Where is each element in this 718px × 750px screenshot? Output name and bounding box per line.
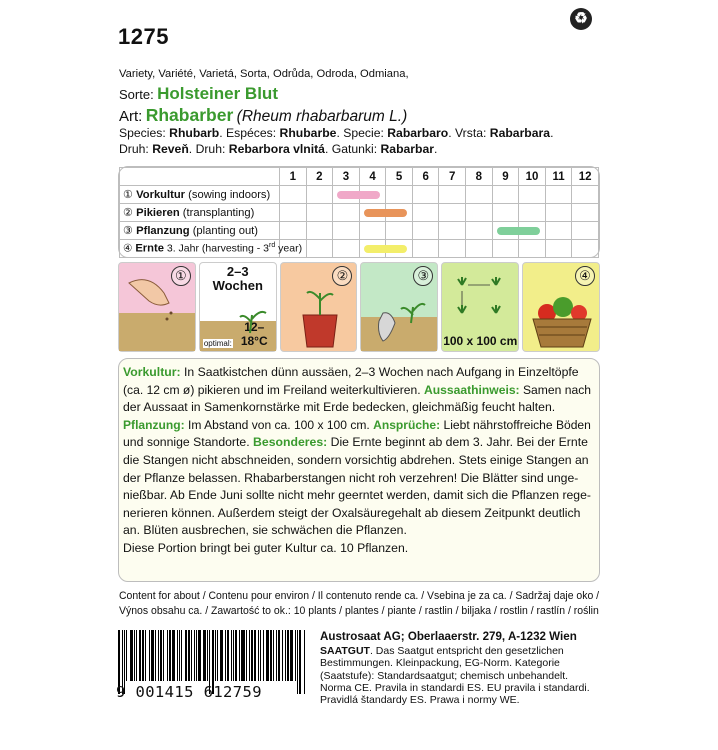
barcode-bar — [167, 630, 168, 681]
barcode-bar — [198, 630, 201, 681]
druh-segment: . Druh: — [188, 142, 229, 156]
schedule-row-label — [120, 186, 280, 204]
instruction-text: Diese Portion bringt bei guter Kultur ca. 10 Pflanzen. — [123, 540, 409, 555]
month-header: 9 — [492, 168, 519, 186]
art-line — [119, 105, 407, 126]
spacing-label: 100 x 100 cm — [443, 334, 518, 348]
step-note: (sowing indoors) — [188, 189, 271, 201]
barcode-bar — [225, 630, 226, 681]
barcode-bar — [181, 630, 182, 681]
barcode-bar — [203, 630, 205, 681]
barcode-bar — [160, 630, 162, 681]
instruction-text: Samen nach — [519, 382, 591, 397]
instruction-line — [123, 364, 591, 382]
barcode-bar — [163, 630, 164, 681]
barcode-bar — [194, 630, 195, 681]
instruction-text: der Pflanze belassen. Rhabarberstangen nicht roh verzehren! Die Blätter sind unge- — [123, 470, 579, 485]
instruction-heading: Vorkultur: — [123, 365, 181, 379]
barcode-bar — [266, 630, 269, 681]
month-cell — [545, 222, 572, 240]
month-cell — [519, 204, 546, 222]
barcode-bar — [263, 630, 264, 681]
germination-illustration — [199, 262, 277, 352]
month-cell — [572, 222, 599, 240]
month-header: 12 — [572, 168, 599, 186]
step-name: Vorkultur — [136, 189, 186, 201]
instruction-heading: Pflanzung: — [123, 417, 185, 432]
instruction-line — [123, 399, 591, 417]
instruction-text: In Saatkistchen dünn aussäen, 2–3 Wochen nach Aufgang in Einzeltöpfe — [180, 365, 579, 379]
barcode-bar — [278, 630, 280, 681]
content-line: Content for about / Contenu pour environ / Il contenuto rende ca. / Vsebina je za ca. / Sadržaj daje oko / — [119, 590, 600, 602]
step-number: ④ — [123, 242, 133, 255]
barcode-number: 9 001415 612759 — [116, 683, 262, 701]
legal-segment: (Saatstufe): Standardsaatgut; chemisch unbehandelt. — [320, 669, 569, 682]
month-header: 6 — [412, 168, 439, 186]
month-cell — [572, 186, 599, 204]
month-cell — [333, 240, 360, 258]
calendar-corner — [120, 168, 280, 186]
instruction-line — [123, 540, 591, 558]
schedule-bar — [364, 245, 407, 253]
barcode-bar — [227, 630, 229, 681]
instruction-text: und sonnige Standorte. — [123, 435, 254, 450]
month-header: 2 — [306, 168, 333, 186]
month-cell — [519, 240, 546, 258]
month-cell — [439, 204, 466, 222]
month-header-row — [120, 168, 599, 186]
species-segment: . Espéces: — [219, 126, 280, 140]
spacing-illustration — [441, 262, 519, 352]
month-cell — [412, 186, 439, 204]
month-cell — [439, 186, 466, 204]
barcode-bar — [172, 630, 175, 681]
schedule-row-label — [120, 204, 280, 222]
month-cell — [359, 240, 386, 258]
step-note: (planting out) — [192, 225, 259, 237]
instruction-line — [123, 434, 591, 452]
step-number: ② — [123, 207, 134, 219]
instruction-text: Im Abstand von ca. 100 x 100 cm. — [184, 417, 374, 432]
schedule-bar — [337, 191, 380, 199]
latin-name: (Rheum rhabarbarum L.) — [236, 108, 408, 125]
barcode-bar — [139, 630, 141, 681]
month-cell — [412, 222, 439, 240]
month-header: 3 — [333, 168, 360, 186]
barcode-bar — [142, 630, 144, 681]
month-cell — [572, 204, 599, 222]
druh-segment: Druh: — [119, 142, 153, 156]
barcode-bar — [282, 630, 283, 681]
month-header: 1 — [280, 168, 307, 186]
instruction-text: (ca. 12 cm ø) pikieren und im Freiland weiterkultivieren. — [123, 382, 424, 397]
month-header: 5 — [386, 168, 413, 186]
month-cell — [359, 204, 386, 222]
barcode-bar — [177, 630, 178, 681]
step-4-badge: ④ — [575, 266, 595, 286]
month-cell — [545, 240, 572, 258]
schedule-bar — [497, 227, 540, 235]
month-cell — [492, 222, 519, 240]
step-name: Pflanzung — [136, 225, 190, 237]
variety-name: Holsteiner Blut — [157, 84, 278, 103]
barcode-bar — [145, 630, 146, 681]
instruction-text: Die Ernte beginnt ab dem 3. Jahr. Bei der Ernte — [327, 435, 588, 450]
month-cell — [306, 204, 333, 222]
instruction-line — [123, 452, 591, 470]
sorte-label: Sorte: — [119, 87, 154, 102]
step-note: (transplanting) — [182, 207, 255, 219]
instruction-line — [123, 417, 591, 435]
planting-out-illustration — [360, 262, 438, 352]
species-segment: Species: — [119, 126, 170, 140]
barcode-bar — [215, 630, 216, 681]
species-segment: Rabarbaro — [387, 126, 449, 140]
cultivation-instructions — [118, 358, 600, 582]
barcode-bar — [270, 630, 272, 681]
temperature-label: 12–18°C — [240, 320, 268, 348]
month-cell — [492, 186, 519, 204]
instruction-line — [123, 470, 591, 488]
schedule-row-ernte — [120, 240, 599, 258]
barcode-bar — [169, 630, 171, 681]
month-header: 7 — [439, 168, 466, 186]
instruction-heading: Besonderes: — [253, 435, 328, 450]
month-cell — [519, 186, 546, 204]
barcode-bar — [285, 630, 286, 681]
schedule-row-label — [120, 222, 280, 240]
harvest-illustration — [522, 262, 600, 352]
month-cell — [386, 222, 413, 240]
barcode-bar — [188, 630, 190, 681]
druh-segment: . — [434, 142, 438, 156]
barcode-bar — [273, 630, 274, 681]
month-cell — [306, 222, 333, 240]
legal-line — [320, 657, 590, 669]
month-cell — [466, 204, 493, 222]
step-note-sup: rd — [269, 242, 276, 250]
barcode-bar — [258, 630, 259, 681]
barcode-bar — [207, 630, 208, 681]
month-cell — [386, 186, 413, 204]
step-1-badge: ① — [171, 266, 191, 286]
month-cell — [412, 204, 439, 222]
instruction-text: der Aussaat in Samenkornstärke mit Erde bedecken, gleichmäßig feucht halten. — [123, 400, 556, 415]
content-line: Výnos obsahu ca. / Zawartość to ok.: 10 plants / plantes / piante / rastlin / biljaka / rostlin / rastlín / roślin — [119, 605, 599, 617]
instruction-text: an. Blüten ausbrechen, sie schwächen die Pflanzen. — [123, 523, 407, 538]
month-cell — [412, 240, 439, 258]
legal-segment: Norma CE. Pravila in standardi ES. EU pravila i standardi. — [320, 681, 590, 694]
month-cell — [306, 186, 333, 204]
barcode-bar — [241, 630, 244, 681]
transplanting-illustration — [280, 262, 358, 352]
barcode-bar — [254, 630, 256, 681]
month-cell — [280, 204, 307, 222]
month-header: 8 — [466, 168, 493, 186]
month-cell — [280, 222, 307, 240]
legal-text — [320, 645, 590, 706]
instruction-line — [123, 505, 591, 523]
legal-line — [320, 645, 590, 657]
barcode-bar — [287, 630, 289, 681]
month-cell — [545, 186, 572, 204]
barcode-bar — [220, 630, 223, 681]
druh-segment: Reveň — [152, 142, 189, 156]
barcode-bar — [126, 630, 127, 681]
legal-segment: SAATGUT — [320, 645, 370, 657]
barcode-bar — [136, 630, 137, 681]
sowing-calendar — [118, 166, 600, 258]
step-number: ① — [123, 189, 134, 201]
month-cell — [359, 222, 386, 240]
barcode-bar — [233, 630, 234, 681]
instruction-line — [123, 487, 590, 505]
month-header: 11 — [545, 168, 572, 186]
company-address: Austrosaat AG; Oberlaaerstr. 279, A-1232 Wien — [320, 630, 577, 643]
step-3-badge: ③ — [413, 266, 433, 286]
step-number: ③ — [123, 225, 134, 237]
species-name: Rhabarber — [145, 105, 234, 125]
barcode-bar — [260, 630, 261, 681]
species-segment: . — [550, 126, 554, 140]
step-note: 3. Jahr (harvesting - 3 — [166, 242, 270, 255]
barcode-bar — [130, 630, 133, 681]
species-segment: . Specie: — [336, 126, 388, 140]
barcode-bar — [290, 630, 293, 681]
barcode-bar — [239, 630, 240, 681]
barcode-bar — [155, 630, 156, 681]
schedule-bar — [364, 209, 407, 217]
legal-line — [320, 682, 590, 694]
art-label: Art: — [119, 108, 143, 125]
month-cell — [439, 222, 466, 240]
month-cell — [466, 222, 493, 240]
product-number: 1275 — [118, 24, 169, 49]
legal-line — [320, 694, 590, 706]
instruction-line — [123, 382, 591, 400]
sorte-line — [119, 84, 278, 104]
druh-segment: Rabarbar — [380, 142, 435, 156]
seedling-icon — [200, 295, 278, 335]
barcode-bar — [158, 630, 159, 681]
germination-time: 2–3 Wochen — [212, 264, 263, 293]
barcode-bar — [196, 630, 197, 681]
barcode-bar — [295, 630, 296, 681]
month-cell — [492, 204, 519, 222]
schedule-row-pikieren — [120, 204, 599, 222]
instruction-text: nerieren können. Außerdem steigt der Oxalsäuregehalt ab diesem Zeitpunkt deutlich — [123, 505, 581, 520]
schedule-row-pflanzung — [120, 222, 599, 240]
barcode-bar — [151, 630, 154, 681]
month-cell — [492, 240, 519, 258]
barcode-bar — [185, 630, 187, 681]
legal-segment: . Das Saatgut entspricht den gesetzlichen — [369, 645, 564, 657]
step-note-end: year) — [275, 242, 303, 255]
barcode-bar — [191, 630, 192, 681]
species-segment: . Vrsta: — [448, 126, 490, 140]
month-cell — [333, 204, 360, 222]
species-segment: Rhubarb — [169, 126, 220, 140]
barcode-bar — [251, 630, 253, 681]
legal-segment: Bestimmungen. Kleinpackung, EG-Norm. Kategorie — [320, 657, 560, 670]
step-name: Ernte — [135, 242, 164, 255]
month-cell — [439, 240, 466, 258]
barcode-bar — [246, 630, 247, 681]
barcode-bar — [276, 630, 277, 681]
barcode-bar — [249, 630, 250, 681]
month-cell — [280, 240, 307, 258]
month-header: 10 — [519, 168, 546, 186]
recycle-icon: ♻ — [570, 8, 592, 30]
barcode-bar — [235, 630, 237, 681]
month-cell — [333, 186, 360, 204]
instruction-text: Liebt nährstoffreiche Böden — [440, 417, 591, 432]
species-translations-2 — [119, 142, 437, 156]
species-translations — [119, 126, 553, 140]
month-cell — [280, 186, 307, 204]
month-cell — [572, 240, 599, 258]
month-header: 4 — [359, 168, 386, 186]
month-cell — [333, 222, 360, 240]
month-cell — [306, 240, 333, 258]
druh-segment: Rebarbora vlnitá — [228, 142, 325, 156]
legal-line — [320, 670, 590, 682]
month-cell — [466, 186, 493, 204]
instruction-text: die Stangen nicht abschneiden, sondern vorsichtig abdrehen. Stets einige Stangen an — [123, 452, 589, 467]
legal-segment: Pravidlá štandardy ES. Prawa i normy WE. — [320, 694, 520, 707]
instruction-text: nießbar. Ab Ende Juni sollte nicht mehr geerntet werden, damit sich die Pflanzen rege- — [123, 488, 591, 503]
instruction-pictures — [118, 262, 600, 352]
schedule-row-label — [120, 240, 303, 258]
month-cell — [545, 204, 572, 222]
barcode-bar — [134, 630, 135, 681]
month-cell — [466, 240, 493, 258]
barcode-bar — [231, 630, 232, 681]
instruction-heading: Aussaathinweis: — [423, 382, 520, 397]
species-segment: Rhubarbe — [279, 126, 337, 140]
species-segment: Rabarbara — [489, 126, 551, 140]
step-name: Pikieren — [136, 207, 180, 219]
barcode-bar — [217, 630, 218, 681]
step-2-badge: ② — [332, 266, 352, 286]
schedule-row-vorkultur — [120, 186, 599, 204]
instruction-line — [123, 522, 591, 540]
druh-segment: . Gatunki: — [324, 142, 381, 156]
sowing-illustration — [118, 262, 196, 352]
barcode-bar — [149, 630, 150, 681]
instruction-heading: Ansprüche: — [373, 417, 441, 432]
plant-spacing-icon — [442, 263, 520, 329]
optimal-label: optimal: — [203, 339, 232, 348]
variety-line: Variety, Variété, Varietá, Sorta, Odrůda, Odroda, Odmiana, — [119, 68, 409, 80]
barcode-bar — [179, 630, 180, 681]
